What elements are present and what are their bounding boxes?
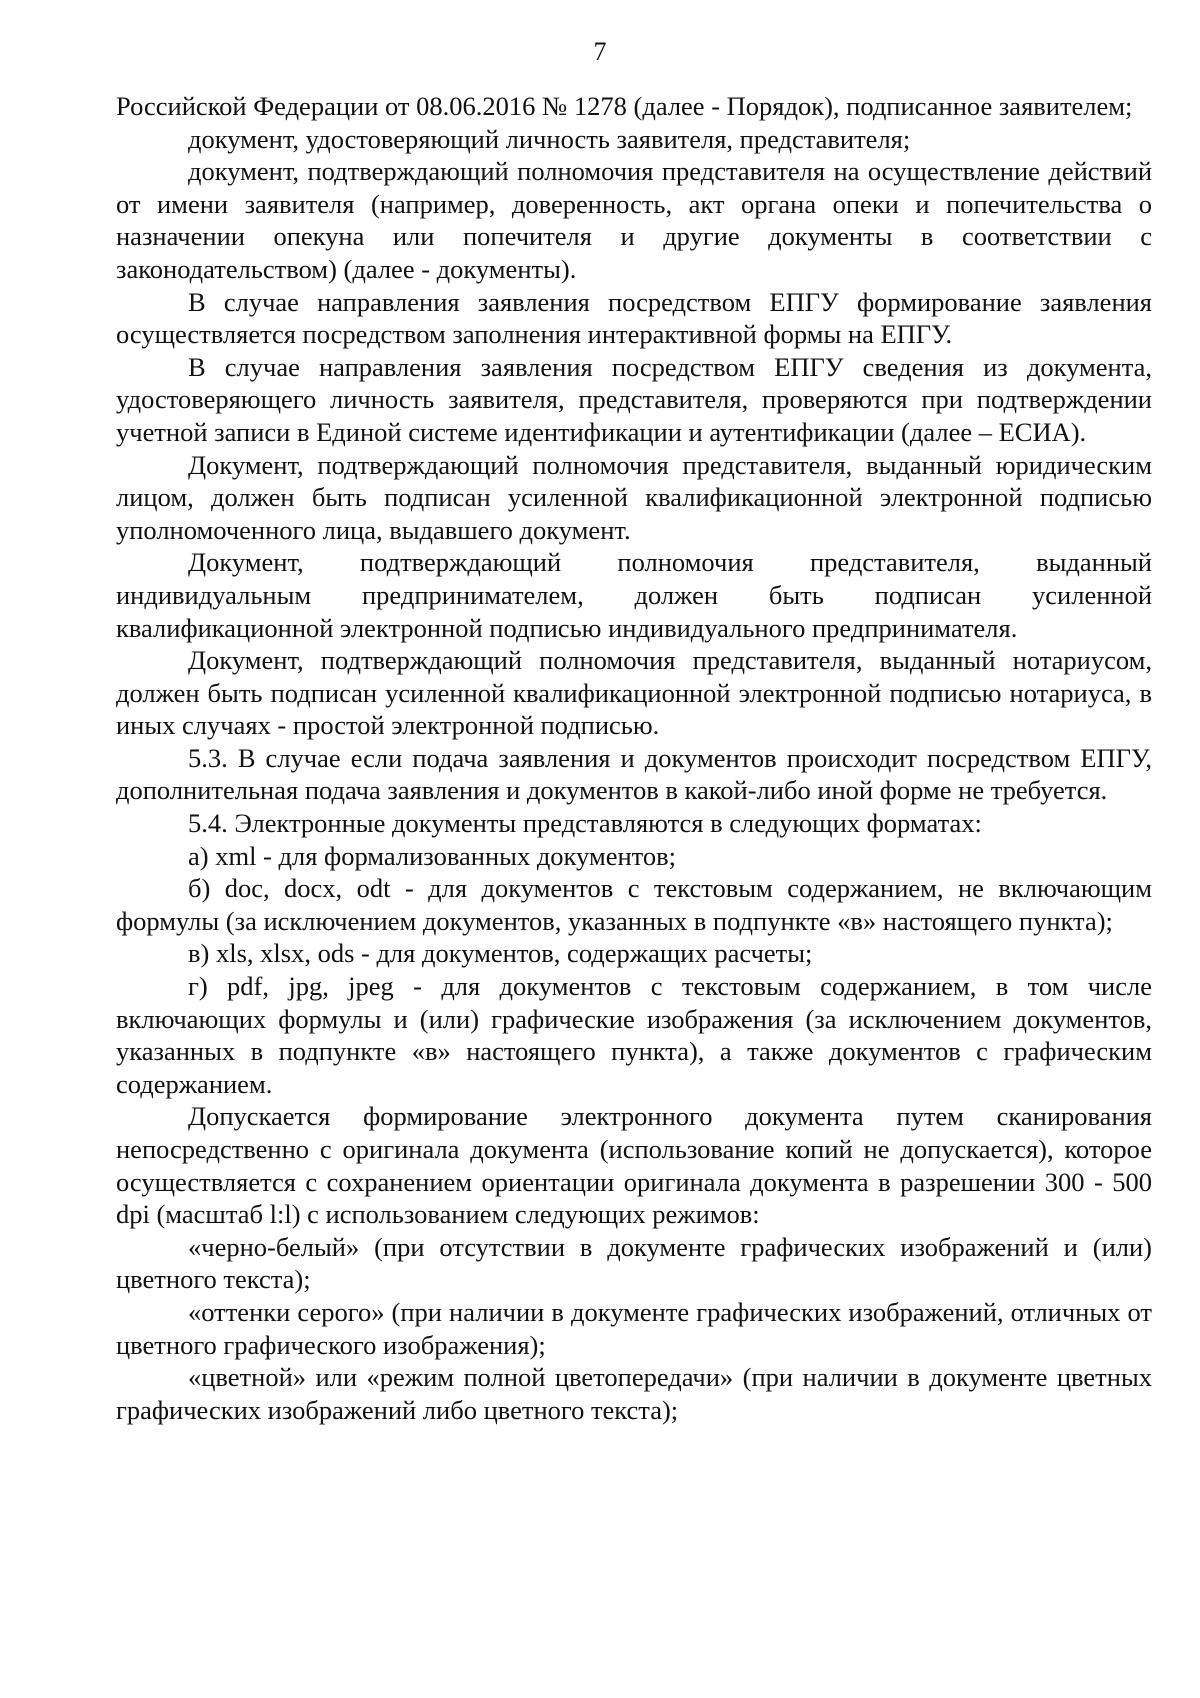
paragraph-notary-signature: Документ, подтверждающий полномочия представителя, выданный нотариусом, должен быть подписан усиленной квалификационной электронной подписью нотариуса, в иных случаях - простой электронной подписью. (116, 645, 1152, 741)
paragraph-authority-document: документ, подтверждающий полномочия представителя на осуществление действий от имени заявителя (например, доверенность, акт органа опеки и попечительства о назначении опекуна или попечителя и другие документы в соответствии с законодательством) (далее - документы). (116, 156, 1152, 284)
list-item-black-white-mode: «черно-белый» (при отсутствии в документе графических изображений и (или) цветного текста); (116, 1231, 1152, 1295)
paragraph-entrepreneur-signature: Документ, подтверждающий полномочия представителя, выданный индивидуальным предпринимателем, должен быть подписан усиленной квалификационной электронной подписью индивидуального предпринимателя. (116, 547, 1152, 643)
list-item-color-mode: «цветной» или «режим полной цветопередачи» (при наличии в документе цветных графических изображений либо цветного текста); (116, 1362, 1152, 1425)
list-item-v-xls: в) xls, xlsx, ods - для документов, содержащих расчеты; (188, 938, 813, 969)
paragraph-epgu-form: В случае направления заявления посредством ЕПГУ формирование заявления осуществляется посредством заполнения интерактивной формы на ЕПГУ. (116, 286, 1152, 350)
paragraph-legal-entity-signature: Документ, подтверждающий полномочия представителя, выданный юридическим лицом, должен быть подписан усиленной квалификационной электронной подписью уполномоченного лица, выдавшего документ. (116, 449, 1152, 545)
paragraph-clause-5-3: 5.3. В случае если подача заявления и документов происходит посредством ЕПГУ, дополнительная подача заявления и документов в какой-либо иной форме не требуется. (116, 742, 1152, 806)
list-item-a-xml: а) xml - для формализованных документов; (188, 840, 677, 871)
paragraph-continuation: Российской Федерации от 08.06.2016 № 1278 (далее - Порядок), подписанное заявителем; (116, 91, 1133, 121)
document-body (116, 90, 1152, 1426)
list-item-b-doc: б) doc, docx, odt - для документов с текстовым содержанием, не включающим формулы (за исключением документов, указанных в подпункте «в» настоящего пункта); (116, 873, 1152, 936)
page-number: 7 (593, 37, 607, 66)
list-item-grayscale-mode: «оттенки серого» (при наличии в документе графических изображений, отличных от цветного графического изображения); (116, 1296, 1152, 1360)
list-item-g-pdf: г) pdf, jpg, jpeg - для документов с текстовым содержанием, в том числе включающих формулы и (или) графические изображения (за исключением документов, указанных в подпункте «в» настоящего пункта), а также документов с графическим содержанием. (116, 971, 1152, 1099)
paragraph-scanning-rules: Допускается формирование электронного документа путем сканирования непосредственно с оригинала документа (использование копий не допускается), которое осуществляется с сохранением ориентации оригинала документа в разрешении 300 - 500 dpi (масштаб l:l) с использованием следующих режимов: (116, 1101, 1152, 1230)
paragraph-clause-5-4: 5.4. Электронные документы представляются в следующих форматах: (188, 808, 982, 839)
paragraph-identity-document: документ, удостоверяющий личность заявителя, представителя; (188, 123, 911, 154)
paragraph-esia-verification: В случае направления заявления посредством ЕПГУ сведения из документа, удостоверяющего личность заявителя, представителя, проверяются при подтверждении учетной записи в Единой системе идентификации и аутентификации (далее – ЕСИА). (116, 351, 1152, 447)
